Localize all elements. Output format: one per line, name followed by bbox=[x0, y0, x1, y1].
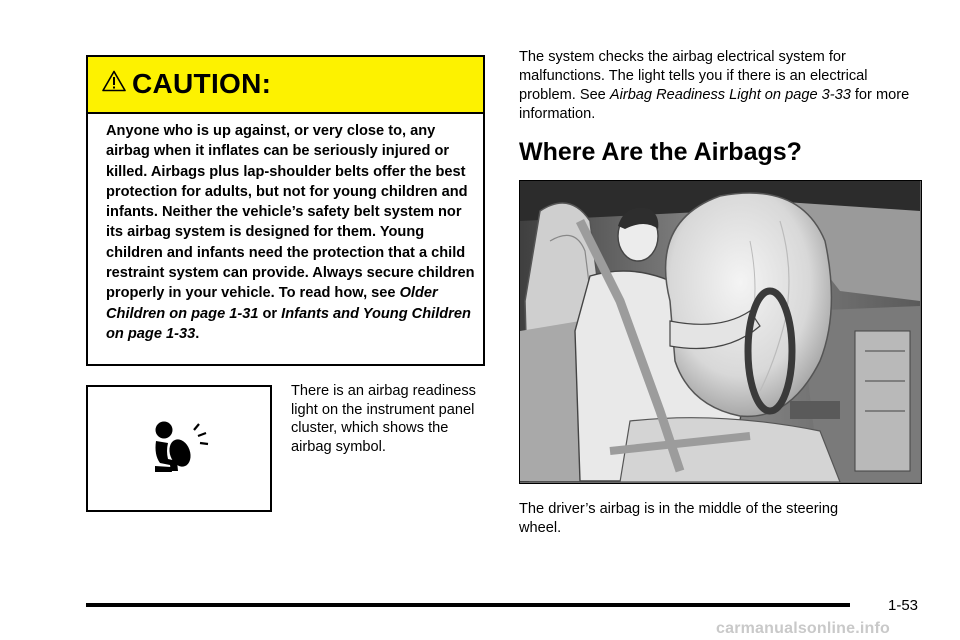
reference-older-children: Older Children on page 1-31 bbox=[106, 285, 438, 322]
caution-header bbox=[88, 57, 483, 114]
page-number: 1-53 bbox=[888, 597, 919, 614]
intro-paragraph bbox=[519, 48, 919, 124]
caution-end: . bbox=[195, 325, 200, 342]
reference-infants: Infants and Young Children on page 1-33 bbox=[106, 305, 471, 342]
caution-body-text: Anyone who is up against, or very close to, any airbag when it inflates can be seriously injured or killed. Airbags plus lap-shoulder belts offer the best protection for adults, but not for young children and infants. Neither the vehicle’s safety belt system nor its airbag system is designed for them. Young children and infants need the protection that a child restraint system can provide. Always secure children properly in your vehicle. To read how, see bbox=[106, 123, 475, 302]
caution-box bbox=[86, 55, 485, 366]
airbag-readiness-icon bbox=[150, 421, 212, 473]
airbag-symbol-box bbox=[86, 385, 272, 512]
footer-rule bbox=[86, 603, 850, 607]
section-heading: Where Are the Airbags? bbox=[519, 138, 802, 166]
caution-connector: or bbox=[258, 305, 282, 322]
airbag-illustration bbox=[519, 180, 922, 484]
intro-text-end: for more information. bbox=[519, 87, 910, 122]
intro-text: The system checks the airbag electrical system for malfunctions. The light tells you if there is an electrical problem. See bbox=[519, 49, 868, 103]
caution-title: CAUTION: bbox=[132, 68, 272, 99]
symbol-description: There is an airbag readiness light on the instrument panel cluster, which shows the airbag symbol. bbox=[291, 383, 476, 455]
warning-triangle-icon bbox=[102, 70, 126, 92]
watermark[interactable]: carmanualsonline.info bbox=[716, 620, 891, 637]
driver-airbag-drawing bbox=[520, 181, 920, 482]
caution-text bbox=[106, 121, 478, 344]
illustration-caption: The driver’s airbag is in the middle of the steering wheel. bbox=[519, 501, 839, 536]
reference-readiness-light: Airbag Readiness Light on page 3-33 bbox=[609, 87, 851, 103]
